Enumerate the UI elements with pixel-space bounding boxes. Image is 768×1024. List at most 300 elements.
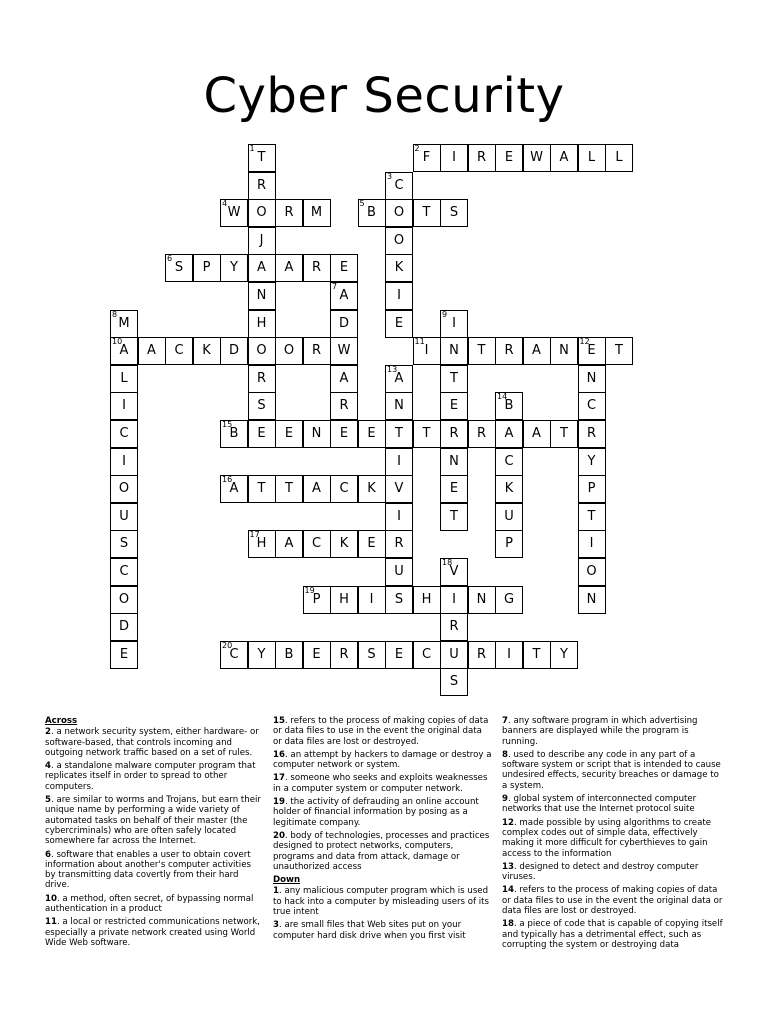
grid-cell[interactable] <box>110 503 138 531</box>
clue-item-number: 6 <box>45 849 51 860</box>
cell-letter: R <box>476 426 487 441</box>
grid-cell[interactable] <box>385 199 413 227</box>
grid-cell[interactable] <box>468 586 496 614</box>
clue-number: 9 <box>442 309 448 319</box>
cell-letter: C <box>504 453 514 469</box>
grid-cell[interactable] <box>110 558 138 586</box>
grid-cell[interactable] <box>138 337 166 365</box>
cell-letter: R <box>311 260 322 276</box>
cell-letter: E <box>449 481 459 497</box>
clue-item <box>502 862 724 883</box>
grid-cell[interactable] <box>413 199 441 227</box>
grid-cell[interactable] <box>110 613 138 641</box>
grid-cell[interactable] <box>495 392 523 420</box>
cell-letter: H <box>256 315 267 331</box>
grid-cell[interactable] <box>358 475 386 503</box>
cell-letter: R <box>311 343 322 359</box>
clue-item-text: . software that enables a user to obtain covert information about another's computer activities by transmitting data covertly from their hard drive. <box>45 849 251 891</box>
grid-cell[interactable] <box>330 282 358 310</box>
grid-cell[interactable] <box>110 420 138 448</box>
grid-cell[interactable] <box>468 337 496 365</box>
cell-letter: E <box>339 260 349 276</box>
grid-cell[interactable] <box>248 172 276 200</box>
cell-letter: I <box>452 315 456 331</box>
cell-letter: O <box>393 232 405 248</box>
cell-letter: I <box>397 288 401 303</box>
cell-letter: S <box>449 205 459 221</box>
grid-cell[interactable] <box>605 337 633 365</box>
cell-letter: H <box>339 591 349 607</box>
grid-cell[interactable] <box>275 337 303 365</box>
grid-cell[interactable] <box>110 448 138 476</box>
cell-letter: E <box>257 426 266 441</box>
grid-cell[interactable] <box>578 586 606 614</box>
grid-cell[interactable] <box>385 586 413 614</box>
cell-letter: O <box>586 564 597 579</box>
cell-letter: O <box>393 205 405 221</box>
grid-cell[interactable] <box>248 227 276 255</box>
grid-cell[interactable] <box>578 448 606 476</box>
clue-column-2 <box>273 716 493 944</box>
cell-letter: B <box>367 205 376 221</box>
grid-cell[interactable] <box>330 254 358 282</box>
grid-cell[interactable] <box>330 337 358 365</box>
grid-cell[interactable] <box>110 365 138 393</box>
grid-cell[interactable] <box>385 227 413 255</box>
grid-cell[interactable] <box>110 530 138 558</box>
cell-letter: I <box>424 343 429 359</box>
grid-cell[interactable] <box>495 448 523 476</box>
cell-letter: I <box>369 591 374 607</box>
clue-item <box>502 716 724 747</box>
grid-cell[interactable] <box>550 337 578 365</box>
grid-cell[interactable] <box>578 475 606 503</box>
cell-letter: D <box>338 315 349 331</box>
cell-letter: N <box>586 591 597 607</box>
clue-number: 4 <box>222 199 228 209</box>
cell-letter: W <box>530 150 543 165</box>
cell-letter: A <box>119 343 129 359</box>
clue-item <box>45 894 263 915</box>
grid-cell[interactable] <box>413 586 441 614</box>
grid-cell[interactable] <box>440 365 468 393</box>
clue-item-number: 13 <box>502 861 514 872</box>
grid-cell[interactable] <box>385 172 413 200</box>
grid-cell[interactable] <box>330 392 358 420</box>
grid-cell[interactable] <box>523 144 551 172</box>
grid-cell[interactable] <box>578 365 606 393</box>
cell-letter: S <box>367 646 376 662</box>
grid-cell[interactable] <box>385 641 413 669</box>
cell-letter: C <box>119 564 129 579</box>
grid-cell[interactable] <box>578 420 606 448</box>
clue-number: 3 <box>387 171 393 181</box>
cell-letter: T <box>285 481 293 497</box>
cell-letter: A <box>229 481 239 497</box>
grid-cell[interactable] <box>220 254 248 282</box>
clue-item-text: . designed to detect and destroy computer viruses. <box>502 861 699 883</box>
cell-letter: T <box>532 646 541 662</box>
clue-number: 17 <box>249 530 260 540</box>
cell-letter: Y <box>587 453 596 469</box>
grid-cell[interactable] <box>385 420 413 448</box>
cell-letter: O <box>256 343 267 359</box>
cell-letter: A <box>532 343 541 359</box>
cell-letter: B <box>504 398 514 414</box>
grid-cell[interactable] <box>495 337 523 365</box>
cell-letter: T <box>587 508 596 524</box>
grid-cell[interactable] <box>523 420 551 448</box>
cell-letter: O <box>256 205 267 221</box>
grid-cell[interactable] <box>495 475 523 503</box>
grid-cell[interactable] <box>578 337 606 365</box>
grid-cell[interactable] <box>330 586 358 614</box>
grid-cell[interactable] <box>110 310 138 338</box>
clues-section <box>0 716 768 1016</box>
grid-cell[interactable] <box>248 254 276 282</box>
clue-item-text: . a standalone malware computer program that replicates itself in order to spread to other computers. <box>45 761 256 792</box>
grid-cell[interactable] <box>275 641 303 669</box>
clue-item <box>45 727 263 758</box>
grid-cell[interactable] <box>220 199 248 227</box>
down-heading: Down <box>273 875 301 886</box>
cell-letter: B <box>284 646 294 662</box>
grid-cell[interactable] <box>523 641 551 669</box>
grid-cell[interactable] <box>523 337 551 365</box>
clue-item-text: . a network security system, either hardware- or software-based, that controls incoming and outgoing network traffic based on a set of rules. <box>45 727 259 758</box>
clue-item-number: 1 <box>273 886 279 897</box>
cell-letter: U <box>119 508 129 524</box>
clue-item-number: 3 <box>273 920 279 931</box>
cell-letter: T <box>257 481 266 497</box>
puzzle-title: Cyber Security <box>203 68 565 124</box>
clue-number: 20 <box>222 640 233 650</box>
cell-letter: O <box>118 481 130 497</box>
cell-letter: S <box>174 260 184 276</box>
grid-cell[interactable] <box>220 337 248 365</box>
clue-item-text: . an attempt by hackers to damage or destroy a computer network or system. <box>273 749 492 771</box>
grid-cell[interactable] <box>303 420 331 448</box>
cell-letter: E <box>284 426 294 441</box>
cell-letter: A <box>532 426 541 441</box>
grid-cell[interactable] <box>165 337 193 365</box>
cell-letter: E <box>449 398 459 414</box>
grid-cell[interactable] <box>440 586 468 614</box>
grid-cell[interactable] <box>248 199 276 227</box>
grid-cell[interactable] <box>440 613 468 641</box>
cell-letter: M <box>310 205 323 221</box>
grid-cell[interactable] <box>248 365 276 393</box>
grid-cell[interactable] <box>440 475 468 503</box>
grid-cell[interactable] <box>303 641 331 669</box>
grid-cell[interactable] <box>110 641 138 669</box>
clue-item <box>273 750 493 771</box>
cell-letter: N <box>559 343 569 359</box>
grid-cell[interactable] <box>330 475 358 503</box>
clue-item-text: . body of technologies, processes and practices designed to protect networks, computers, programs and data from attack, damage or unauthorized access <box>273 830 490 872</box>
grid-cell[interactable] <box>495 420 523 448</box>
cell-letter: T <box>422 426 431 441</box>
grid-cell[interactable] <box>440 668 468 696</box>
grid-cell[interactable] <box>358 530 386 558</box>
clue-item <box>45 917 263 948</box>
grid-cell[interactable] <box>440 310 468 338</box>
clue-item <box>273 773 493 794</box>
cell-letter: R <box>394 536 404 552</box>
clue-item <box>45 795 263 846</box>
grid-cell[interactable] <box>303 530 331 558</box>
grid-cell[interactable] <box>330 641 358 669</box>
clue-item-number: 4 <box>45 761 51 772</box>
cell-letter: A <box>284 260 294 276</box>
grid-cell[interactable] <box>248 420 276 448</box>
clue-item-text: . someone who seeks and exploits weaknesses in a computer system or computer network. <box>273 773 488 794</box>
grid-cell[interactable] <box>275 199 303 227</box>
grid-cell[interactable] <box>440 392 468 420</box>
cell-letter: F <box>422 150 431 165</box>
grid-cell[interactable] <box>440 503 468 531</box>
cell-letter: Y <box>230 260 238 276</box>
grid-cell[interactable] <box>550 641 578 669</box>
cell-letter: R <box>256 177 267 193</box>
grid-cell[interactable] <box>468 420 496 448</box>
cell-letter: N <box>449 453 459 469</box>
grid-cell[interactable] <box>385 365 413 393</box>
grid-cell[interactable] <box>110 337 138 365</box>
cell-letter: D <box>118 619 129 635</box>
grid-cell[interactable] <box>578 392 606 420</box>
cell-letter: G <box>503 591 515 607</box>
grid-cell[interactable] <box>358 586 386 614</box>
cell-letter: P <box>587 481 596 497</box>
grid-cell[interactable] <box>385 310 413 338</box>
grid-cell[interactable] <box>385 503 413 531</box>
cell-letter: L <box>587 150 596 165</box>
grid-cell[interactable] <box>440 448 468 476</box>
clue-column-3 <box>502 716 724 953</box>
grid-cell[interactable] <box>248 530 276 558</box>
clue-item-number: 11 <box>45 917 57 928</box>
cell-letter: M <box>118 315 130 331</box>
clue-item-text: . global system of interconnected computer networks that use the Internet protocol suite <box>502 794 697 815</box>
clue-item-text: . a method, often secret, of bypassing normal authentication in a product <box>45 893 254 915</box>
cell-letter: A <box>147 343 156 359</box>
grid-cell[interactable] <box>220 641 248 669</box>
cell-letter: E <box>367 426 376 441</box>
clue-number: 5 <box>359 199 365 209</box>
cell-letter: H <box>421 591 432 607</box>
cell-letter: R <box>504 343 514 359</box>
grid-cell[interactable] <box>303 254 331 282</box>
grid-cell[interactable] <box>495 530 523 558</box>
clue-number: 1 <box>249 144 255 153</box>
grid-cell[interactable] <box>385 558 413 586</box>
grid-cell[interactable] <box>385 254 413 282</box>
grid-cell[interactable] <box>330 310 358 338</box>
grid-cell[interactable] <box>248 282 276 310</box>
cell-letter: C <box>339 481 349 497</box>
grid-cell[interactable] <box>303 475 331 503</box>
clue-item-number: 12 <box>502 817 514 828</box>
grid-cell[interactable] <box>248 475 276 503</box>
cell-letter: N <box>449 343 459 359</box>
cell-letter: T <box>257 150 266 165</box>
cell-letter: W <box>227 205 241 221</box>
clue-item <box>45 850 263 891</box>
clue-item-number: 19 <box>273 797 285 808</box>
clue-item <box>502 885 724 916</box>
grid-cell[interactable] <box>550 420 578 448</box>
cell-letter: E <box>504 150 514 165</box>
grid-cell[interactable] <box>358 420 386 448</box>
clue-item-text: . are small files that Web sites put on your computer hard disk drive when you first visit <box>273 920 466 941</box>
clue-column-1 <box>45 716 263 951</box>
cell-letter: A <box>339 370 349 386</box>
clue-number: 13 <box>387 364 398 374</box>
grid-cell[interactable] <box>248 337 276 365</box>
grid-cell[interactable] <box>248 392 276 420</box>
grid-cell[interactable] <box>413 420 441 448</box>
grid-cell[interactable] <box>303 337 331 365</box>
clue-item-number: 18 <box>502 919 514 930</box>
grid-cell[interactable] <box>275 530 303 558</box>
cell-letter: Y <box>560 646 568 662</box>
grid-cell[interactable] <box>550 144 578 172</box>
cell-letter: R <box>284 205 294 221</box>
grid-cell[interactable] <box>193 254 221 282</box>
grid-cell[interactable] <box>193 337 221 365</box>
cell-letter: E <box>587 343 596 359</box>
grid-cell[interactable] <box>330 365 358 393</box>
grid-cell[interactable] <box>165 254 193 282</box>
clue-number: 6 <box>167 254 173 264</box>
grid-cell[interactable] <box>578 530 606 558</box>
grid-cell[interactable] <box>605 144 633 172</box>
grid-cell[interactable] <box>385 282 413 310</box>
cell-letter: V <box>394 481 404 497</box>
clue-number: 14 <box>497 392 508 402</box>
grid-cell[interactable] <box>495 503 523 531</box>
grid-cell[interactable] <box>220 420 248 448</box>
clue-item-number: 2 <box>45 727 51 738</box>
cell-letter: A <box>257 260 266 276</box>
cell-letter: N <box>311 426 322 441</box>
grid-cell[interactable] <box>413 337 441 365</box>
grid-cell[interactable] <box>578 503 606 531</box>
grid-cell[interactable] <box>303 199 331 227</box>
grid-cell[interactable] <box>110 475 138 503</box>
clue-item <box>273 886 493 917</box>
grid-cell[interactable] <box>385 392 413 420</box>
grid-cell[interactable] <box>413 641 441 669</box>
cell-letter: S <box>449 674 459 690</box>
grid-cell[interactable] <box>358 641 386 669</box>
grid-cell[interactable] <box>330 530 358 558</box>
cell-letter: E <box>367 536 376 552</box>
cell-letter: J <box>259 232 264 248</box>
cell-letter: V <box>449 564 459 579</box>
grid-cell[interactable] <box>440 144 468 172</box>
clue-item <box>273 716 493 747</box>
clue-number: 7 <box>332 282 338 291</box>
grid-cell[interactable] <box>495 641 523 669</box>
grid-cell[interactable] <box>248 144 276 172</box>
grid-cell[interactable] <box>385 448 413 476</box>
cell-letter: A <box>504 426 514 441</box>
clue-number: 18 <box>442 558 453 567</box>
grid-cell[interactable] <box>303 586 331 614</box>
cell-letter: A <box>339 288 349 303</box>
clue-item-number: 16 <box>273 749 285 760</box>
grid-cell[interactable] <box>468 641 496 669</box>
grid-cell[interactable] <box>275 475 303 503</box>
cell-letter: R <box>476 646 487 662</box>
clue-item-number: 7 <box>502 716 508 726</box>
grid-cell[interactable] <box>440 337 468 365</box>
clue-number: 16 <box>222 475 233 485</box>
cell-letter: E <box>394 646 404 662</box>
grid-cell[interactable] <box>330 420 358 448</box>
clue-item-number: 10 <box>45 893 57 904</box>
cell-letter: T <box>422 205 431 221</box>
grid-cell[interactable] <box>385 530 413 558</box>
grid-cell[interactable] <box>578 558 606 586</box>
grid-cell[interactable] <box>440 420 468 448</box>
grid-cell[interactable] <box>275 420 303 448</box>
grid-cell[interactable] <box>440 641 468 669</box>
grid-cell[interactable] <box>220 475 248 503</box>
across-heading: Across <box>45 716 78 726</box>
cell-letter: N <box>256 288 267 303</box>
grid-cell[interactable] <box>248 310 276 338</box>
clue-item-text: . a local or restricted communications network, especially a private network created using World Wide Web software. <box>45 917 260 948</box>
cell-letter: C <box>394 177 404 193</box>
grid-cell[interactable] <box>275 254 303 282</box>
grid-cell[interactable] <box>578 144 606 172</box>
grid-cell[interactable] <box>110 392 138 420</box>
grid-cell[interactable] <box>248 641 276 669</box>
cell-letter: K <box>394 260 404 276</box>
clue-number: 19 <box>304 585 315 595</box>
clue-number: 8 <box>112 309 118 319</box>
grid-cell[interactable] <box>110 586 138 614</box>
clue-item-text: . a piece of code that is capable of copying itself and typically has a detrimental effect, such as corrupting the system or destroying data <box>502 919 723 950</box>
grid-cell[interactable] <box>440 558 468 586</box>
clue-number: 11 <box>414 337 425 347</box>
cell-letter: O <box>283 343 295 359</box>
cell-letter: T <box>477 343 486 359</box>
grid-cell[interactable] <box>358 199 386 227</box>
clue-item-text: . are similar to worms and Trojans, but earn their unique name by performing a wide variety of automated tasks on behalf of their master (the cybercriminals) who are often safely located somewhere far across the Internet. <box>45 795 261 847</box>
clue-item-text: . the activity of defrauding an online account holder of financial information by posing as a legitimate company. <box>273 797 479 828</box>
clue-item-number: 15 <box>273 716 285 726</box>
clue-item <box>273 797 493 828</box>
clue-item-text: . refers to the process of making copies of data or data files to use in the event the original data or data files are lost or destroyed. <box>502 885 723 917</box>
clue-item-text: . any malicious computer program which is used to hack into a computer by misleading users of its true intent <box>273 886 490 918</box>
grid-cell[interactable] <box>495 586 523 614</box>
clue-item <box>273 831 493 872</box>
cell-letter: T <box>450 508 458 524</box>
grid-cell[interactable] <box>468 144 496 172</box>
cell-letter: K <box>202 343 211 359</box>
cell-letter: C <box>174 343 184 359</box>
grid-cell[interactable] <box>440 199 468 227</box>
grid-cell[interactable] <box>413 144 441 172</box>
cell-letter: R <box>339 646 349 662</box>
clue-item-number: 5 <box>45 795 51 806</box>
grid-cell[interactable] <box>385 475 413 503</box>
grid-cell[interactable] <box>495 144 523 172</box>
